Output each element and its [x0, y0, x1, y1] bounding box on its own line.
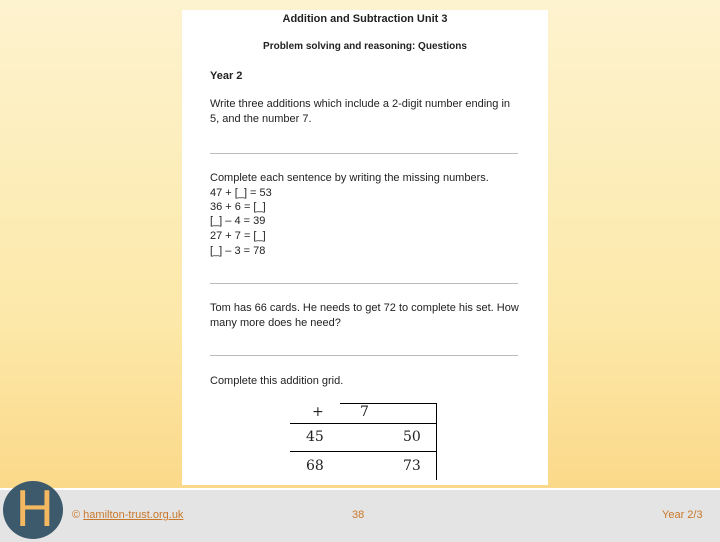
- page-number: 38: [352, 509, 365, 521]
- question-2-line: [_] – 3 = 78: [210, 245, 266, 257]
- grid-header: 7: [360, 404, 369, 420]
- divider: [210, 153, 518, 154]
- year-footer: Year 2/3: [662, 509, 703, 521]
- question-4-intro: Complete this addition grid.: [210, 375, 344, 387]
- question-2-line: [_] – 4 = 39: [210, 215, 266, 227]
- grid-cell: 73: [403, 458, 421, 474]
- worksheet-page: [182, 10, 548, 485]
- question-2-line: 47 + [_] = 53: [210, 187, 272, 199]
- grid-cell: 45: [306, 429, 324, 445]
- question-2-line: 36 + 6 = [_]: [210, 201, 266, 213]
- question-3: Tom has 66 cards. He needs to get 72 to complete his set. How many more does he need?: [210, 302, 519, 329]
- year-label: Year 2: [210, 70, 243, 82]
- worksheet-subtitle: Problem solving and reasoning: Questions: [263, 41, 467, 52]
- addition-grid: [290, 403, 437, 480]
- hamilton-link[interactable]: hamilton-trust.org.uk: [83, 509, 184, 521]
- question-2-intro: Complete each sentence by writing the missing numbers.: [210, 172, 489, 184]
- grid-cell: 50: [403, 429, 421, 445]
- grid-plus: +: [312, 404, 324, 420]
- divider: [210, 283, 518, 284]
- question-1: Write three additions which include a 2-digit number ending in 5, and the number 7.: [210, 98, 511, 125]
- grid-cell: 68: [306, 458, 324, 474]
- footer-copyright: © hamilton-trust.org.uk: [72, 509, 184, 521]
- worksheet-title: Addition and Subtraction Unit 3: [282, 13, 448, 25]
- divider: [210, 355, 518, 356]
- hamilton-logo: H: [3, 481, 63, 539]
- question-2-line: 27 + 7 = [_]: [210, 230, 266, 242]
